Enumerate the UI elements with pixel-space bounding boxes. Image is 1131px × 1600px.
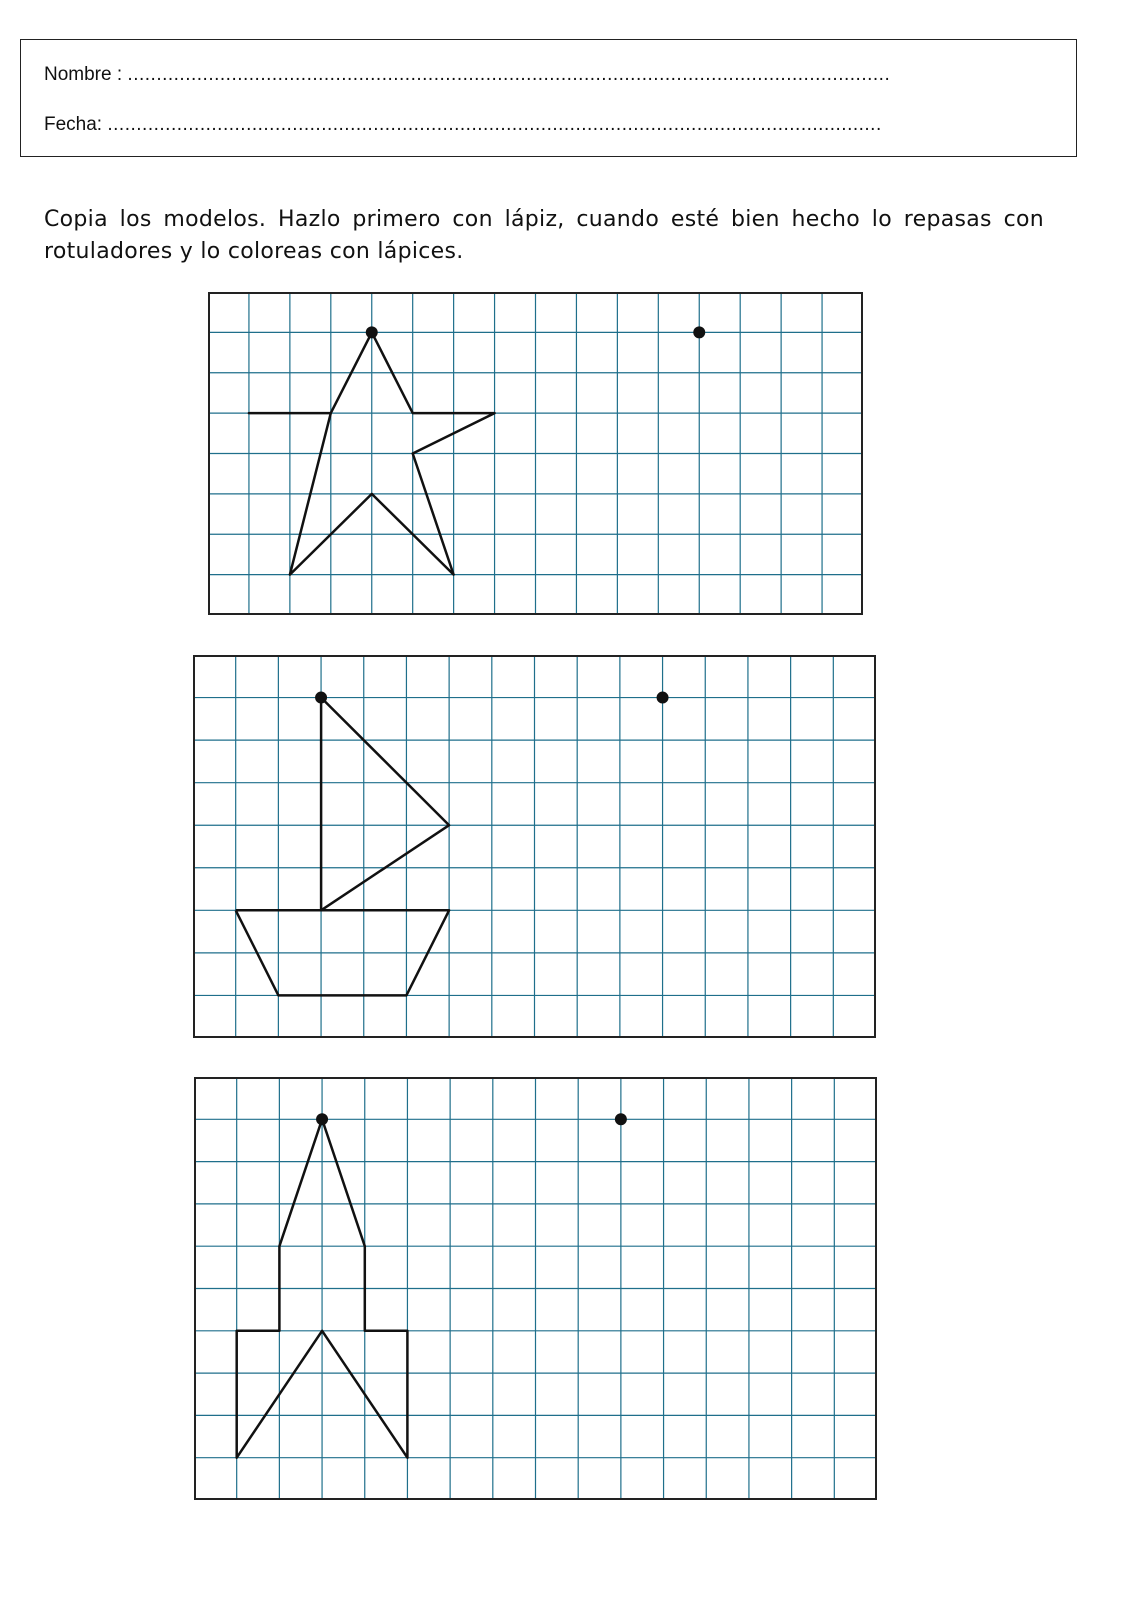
grid-lines xyxy=(208,292,863,615)
rocket-exercise-grid[interactable] xyxy=(194,1077,877,1500)
model-start-dot xyxy=(316,1113,328,1125)
name-blank-line[interactable]: .................................................................................................................................... xyxy=(127,64,891,85)
date-label: Fecha: xyxy=(44,114,103,135)
date-field[interactable] xyxy=(44,114,882,136)
name-field[interactable] xyxy=(44,64,890,86)
student-info-box xyxy=(20,39,1077,157)
sailboat-exercise-grid[interactable] xyxy=(193,655,876,1038)
grid-lines xyxy=(193,655,876,1038)
sailboat-sail-drawing xyxy=(321,698,449,911)
copy-start-dot[interactable] xyxy=(693,326,705,338)
model-start-dot xyxy=(315,692,327,704)
grid-lines xyxy=(194,1077,877,1500)
date-blank-line[interactable]: ...................................................................................................................................... xyxy=(107,114,882,135)
star-exercise-grid[interactable] xyxy=(208,292,863,615)
name-label: Nombre : xyxy=(44,64,123,85)
copy-start-dot[interactable] xyxy=(615,1113,627,1125)
copy-start-dot[interactable] xyxy=(657,692,669,704)
instructions-text: Copia los modelos. Hazlo primero con lápiz, cuando esté bien hecho lo repasas con rotuladores y lo coloreas con lápices. xyxy=(44,207,1044,264)
model-start-dot xyxy=(366,326,378,338)
